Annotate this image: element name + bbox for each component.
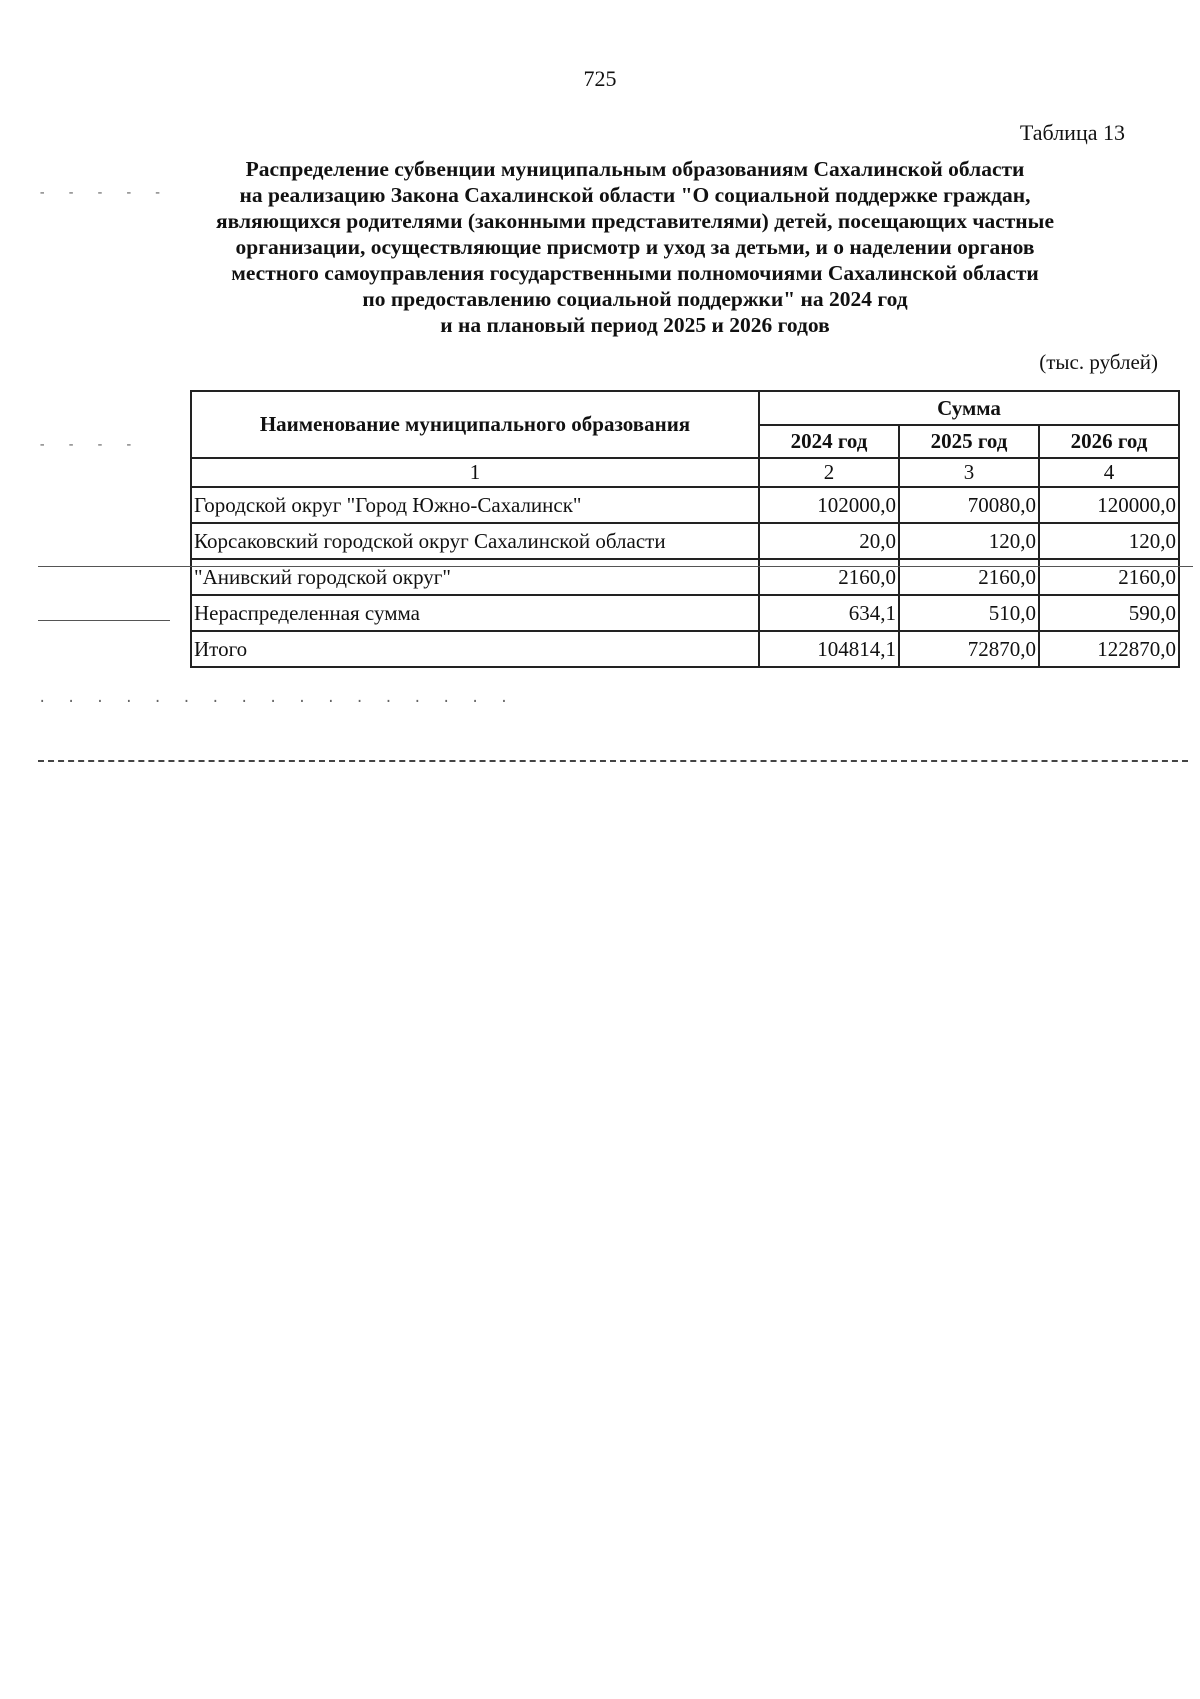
header-year-2026: 2026 год (1039, 425, 1179, 458)
scan-artifact-dots: - - - - - (38, 185, 168, 201)
total-2024: 104814,1 (759, 631, 899, 667)
value-2026: 120000,0 (1039, 487, 1179, 523)
value-2024: 2160,0 (759, 559, 899, 595)
value-2026: 120,0 (1039, 523, 1179, 559)
value-2024: 634,1 (759, 595, 899, 631)
header-year-2025: 2025 год (899, 425, 1039, 458)
column-numbers-row (191, 458, 1179, 487)
scan-artifact-dots: - - - - (38, 437, 140, 453)
scan-artifact-dots: . . . . . . . . . . . . . . . . . (38, 690, 515, 706)
title-line: местного самоуправления государственными полномочиями Сахалинской области (231, 261, 1039, 285)
value-2025: 120,0 (899, 523, 1039, 559)
document-title (150, 156, 1120, 338)
title-line: являющихся родителями (законными представителями) детей, посещающих частные (215, 209, 1055, 233)
column-number: 2 (759, 458, 899, 487)
scan-artifact-line (38, 566, 1193, 567)
table-row (191, 487, 1179, 523)
title-line: по предоставлению социальной поддержки" на 2024 год (362, 287, 908, 311)
column-number: 3 (899, 458, 1039, 487)
total-2025: 72870,0 (899, 631, 1039, 667)
municipality-name: Корсаковский городской округ Сахалинской области (191, 523, 759, 559)
scan-artifact-line (38, 760, 1188, 762)
title-line: на реализацию Закона Сахалинской области "О социальной поддержке граждан, (239, 183, 1031, 207)
municipality-name: "Анивский городской округ" (191, 559, 759, 595)
table-row (191, 523, 1179, 559)
value-2026: 590,0 (1039, 595, 1179, 631)
municipality-name: Городской округ "Город Южно-Сахалинск" (191, 487, 759, 523)
column-number: 1 (191, 458, 759, 487)
value-2025: 70080,0 (899, 487, 1039, 523)
value-2024: 20,0 (759, 523, 899, 559)
scan-artifact-line (38, 620, 170, 621)
total-2026: 122870,0 (1039, 631, 1179, 667)
title-line: Распределение субвенции муниципальным образованиям Сахалинской области (245, 157, 1025, 181)
header-name: Наименование муниципального образования (191, 391, 759, 458)
column-number: 4 (1039, 458, 1179, 487)
header-sum: Сумма (759, 391, 1179, 425)
total-row (191, 631, 1179, 667)
title-line: организации, осуществляющие присмотр и уход за детьми, и о наделении органов (235, 235, 1035, 259)
page-number: 725 (583, 66, 617, 91)
value-2026: 2160,0 (1039, 559, 1179, 595)
municipality-name: Нераспределенная сумма (191, 595, 759, 631)
total-label: Итого (191, 631, 759, 667)
table-row (191, 595, 1179, 631)
value-2025: 2160,0 (899, 559, 1039, 595)
title-line: и на плановый период 2025 и 2026 годов (440, 313, 830, 337)
units-label: (тыс. рублей) (1039, 350, 1158, 374)
table-number: Таблица 13 (1019, 120, 1125, 145)
value-2024: 102000,0 (759, 487, 899, 523)
subvention-table (190, 390, 1180, 668)
header-year-2024: 2024 год (759, 425, 899, 458)
value-2025: 510,0 (899, 595, 1039, 631)
table-row (191, 559, 1179, 595)
